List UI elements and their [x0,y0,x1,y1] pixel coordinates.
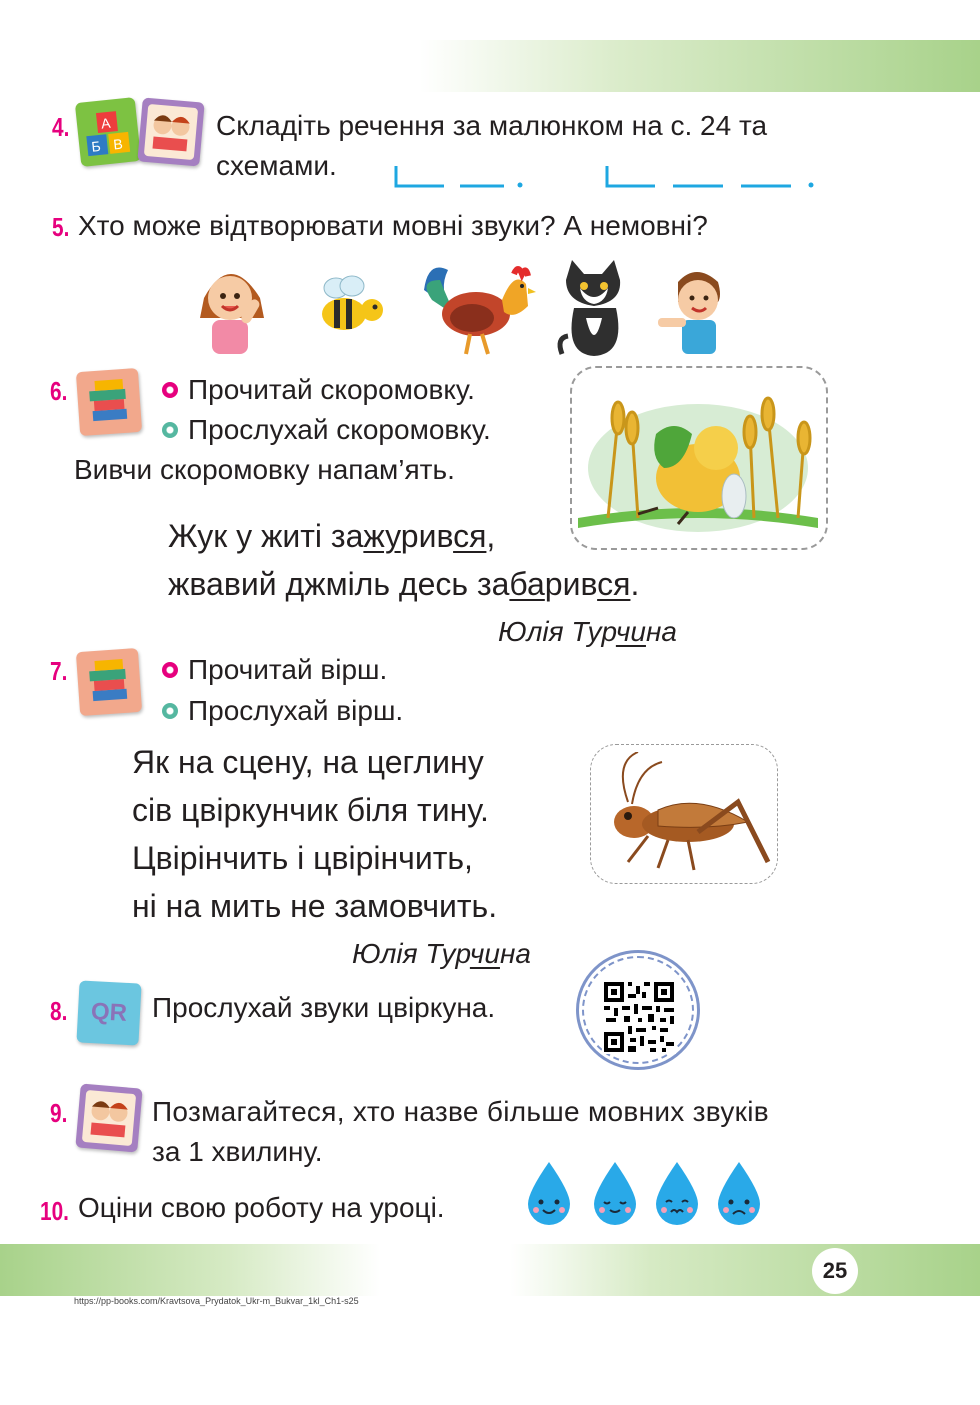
task-8-number: 8. [50,996,68,1026]
author-b: на [499,938,531,969]
cat-image [556,258,632,358]
tt-l2-underlined-2: ся [597,566,631,602]
tt-l1-underlined-2: ся [453,518,487,554]
task-9-number: 9. [50,1098,68,1128]
task-5-text: Хто може відтворювати мовні звуки? А немовні? [78,210,708,241]
task-5-number: 5. [52,212,70,242]
books-icon [76,648,142,716]
children-reading-icon [137,97,204,166]
tongue-twister-line2 [168,560,639,608]
qr-code-image[interactable] [602,980,676,1054]
drop-happy-icon[interactable] [526,1160,572,1226]
tt-l1-b: рив [400,518,454,554]
tt-l2-a: жвавий джміль десь за [168,566,510,602]
bee-image [312,274,388,340]
svg-text:Б: Б [90,137,102,155]
svg-text:В: В [112,135,124,153]
svg-text:А: А [100,114,112,132]
author-underlined: чи [615,616,646,647]
bullet-teal-icon [162,703,178,719]
tt-l2-c: . [630,566,640,602]
footer-band-left [0,1244,380,1296]
books-icon [76,368,142,436]
drop-calm-icon[interactable] [592,1160,638,1226]
task-7-number: 7. [50,656,68,686]
task-6-item-listen: Прослухай скоромовку. [188,414,491,445]
bullet-teal-icon [162,422,178,438]
task-4-text-line2: схемами. [216,150,337,181]
tongue-twister-line1 [168,512,495,560]
tt-l2-underlined-1: ба [509,566,545,602]
page-number: 25 [812,1248,858,1294]
task-10-text: Оціни свою роботу на уроці. [78,1192,445,1223]
tt-l1-c: , [486,518,496,554]
cricket-image [598,752,774,876]
alphabet-blocks-icon [75,97,141,167]
boy-pointing-image [656,262,732,358]
drop-sad-icon[interactable] [716,1160,762,1226]
qr-icon [76,980,141,1045]
sentence-scheme-1 [392,160,532,192]
poem-author [352,938,531,970]
task-9-text-line2: за 1 хвилину. [152,1136,323,1167]
author-underlined: чи [469,938,500,969]
tongue-twister-author [498,616,677,648]
task-4-text-line1: Складіть речення за малюнком на с. 24 та [216,110,768,141]
task-6-subtext: Вивчи скоромовку напам’ять. [74,454,455,485]
drop-unsure-icon[interactable] [654,1160,700,1226]
footer-band-right [510,1244,980,1296]
task-6-number: 6. [50,376,68,406]
children-reading-icon [75,1083,142,1152]
poem-line-1: Як на сцену, на цеглину [132,744,484,780]
source-url: https://pp-books.com/Kravtsova_Prydatok_Ukr-m_Bukvar_1kl_Ch1-s25 [74,1296,359,1306]
tt-l2-b: рив [544,566,598,602]
header-band [420,40,980,92]
bullet-pink-icon [162,382,178,398]
author-b: на [645,616,677,647]
task-6-item-read: Прочитай скоромовку. [188,374,475,405]
poem-line-3: Цвірінчить і цвірінчить, [132,840,473,876]
poem-line-4: ні на мить не замовчить. [132,888,498,924]
poem-line-2: сів цвіркунчик біля тину. [132,792,489,828]
tt-l1-a: Жук у житі за [168,518,364,554]
task-4-number: 4. [52,112,70,142]
bullet-pink-icon [162,662,178,678]
task-10-number: 10. [40,1196,69,1226]
author-a: Юлія Тур [352,938,470,969]
qr-icon-label: QR [90,998,128,1027]
task-9-text-line1: Позмагайтеся, хто назве більше мовних звуків [152,1096,769,1127]
task-7-item-read: Прочитай вірш. [188,654,388,685]
task-8-text: Прослухай звуки цвіркуна. [152,992,496,1023]
tt-l1-underlined-1: жу [363,518,401,554]
rooster-image [418,260,538,356]
author-a: Юлія Тур [498,616,616,647]
girl-waving-image [190,258,274,358]
bumblebee-in-wheat-image [578,378,818,538]
sentence-scheme-2 [603,160,823,192]
task-7-item-listen: Прослухай вірш. [188,695,404,726]
